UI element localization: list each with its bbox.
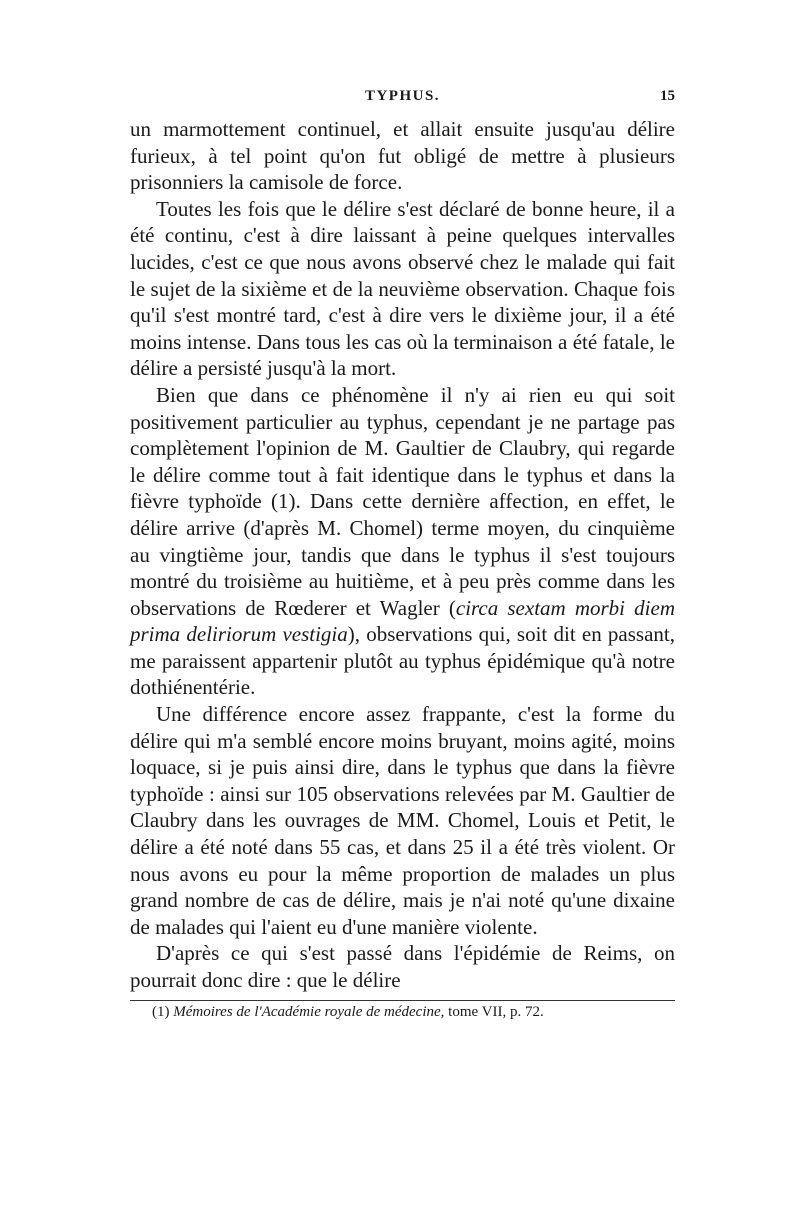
running-head-title: TYPHUS. [364, 88, 441, 104]
footnote-title: Mémoires de l'Académie royale de médecine, [173, 1003, 445, 1020]
footnote-rule [130, 1000, 675, 1001]
running-head [130, 88, 675, 110]
book-page [130, 88, 675, 1022]
footnote-rest: tome VII, p. 72. [444, 1003, 544, 1020]
footnote-marker: (1) [152, 1003, 174, 1020]
paragraph-5: D'après ce qui s'est passé dans l'épidémie de Reims, on pourrait donc dire : que le délire [130, 941, 675, 992]
paragraph-3 [130, 382, 675, 701]
latin-quotation: circa sextam morbi diem prima deliriorum vestigia [130, 595, 675, 647]
body-text [130, 116, 675, 994]
page-number: 15 [660, 88, 675, 104]
paragraph-4: Une différence encore assez frappante, c'est la forme du délire qui m'a semblé encore moins bruyant, moins agité, moins loquace, si je puis ainsi dire, dans le typhus que dans la fièvre typhoïde : ainsi sur 105 observations relevées par M. Gaultier de Claubry dans les ouvrages de MM. Chomel, Louis et Petit, le délire a été noté dans 55 cas, et dans 25 il a été très violent. Or nous avons eu pour la même proportion de malades un plus grand nombre de cas de délire, mais je n'ai noté qu'une dixaine de malades qui l'aient eu d'une manière violente. [130, 702, 675, 939]
paragraph-2: Toutes les fois que le délire s'est déclaré de bonne heure, il a été continu, c'est à dire laissant à peine quelques intervalles lucides, c'est ce que nous avons observé chez le malade qui fait le sujet de la sixième et de la neuvième observation. Chaque fois qu'il s'est montré tard, c'est à dire vers le dixième jour, il a été moins intense. Dans tous les cas où la terminaison a été fatale, le délire a persisté jusqu'à la mort. [130, 196, 675, 381]
paragraph-1: un marmottement continuel, et allait ensuite jusqu'au délire furieux, à tel point qu'on fut obligé de mettre à plusieurs prisonniers la camisole de force. [130, 117, 675, 195]
paragraph-3-part-2: ), observations qui, soit dit en passant, me paraissent appartenir plutôt au typhus épidémique qu'à notre dothiénentérie. [130, 622, 675, 700]
footnote [130, 1003, 675, 1022]
paragraph-3-part-1: Bien que dans ce phénomène il n'y ai rien eu qui soit positivement particulier au typhus, cependant je ne partage pas complètement l'opinion de M. Gaultier de Claubry, qui regarde le délire comme tout à fait identique dans le typhus et dans la fièvre typhoïde (1). Dans cette dernière affection, en effet, le délire arrive (d'après M. Chomel) terme moyen, du cinquième au vingtième jour, tandis que dans le typhus il s'est toujours montré du troisième au huitième, et à peu près comme dans les observations de Rœderer et Wagler ( [130, 382, 675, 620]
